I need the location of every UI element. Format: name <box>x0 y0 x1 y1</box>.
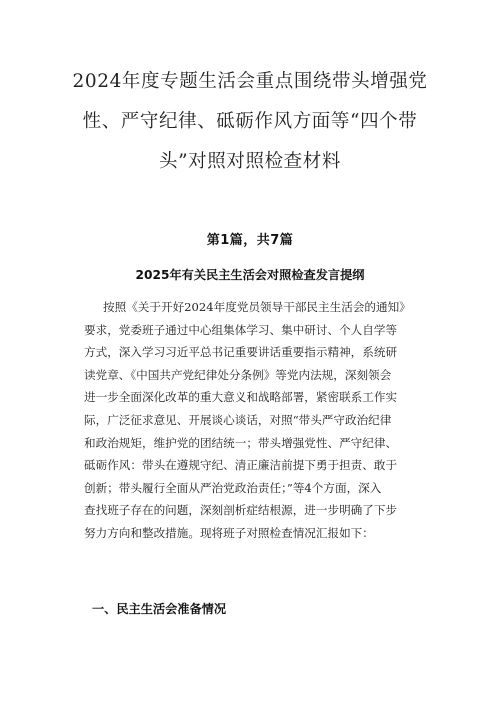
paragraph-line: 按照《关于开好2024年度党员领导干部民主生活会的通知》 <box>103 300 411 314</box>
document-title-line: 头”对照对照检查材料 <box>159 151 341 172</box>
document-title-line: 2024年度专题生活会重点围绕带头增强党 <box>72 71 428 92</box>
paragraph-line: 努力方向和整改措施。现将班子对照检查情况汇报如下： <box>84 525 374 540</box>
paragraph-line: 方式，深入学习习近平总书记重要讲话重要指示精神，系统研 <box>84 345 398 360</box>
document-title <box>60 62 440 182</box>
document-title-line: 性、严守纪律、砥砺作风方面等“四个带 <box>82 111 418 132</box>
paragraph-line: 读党章、《中国共产党纪律处分条例》等党内法规，深刻领会 <box>84 367 392 382</box>
part-label: 第1篇，共7篇 <box>206 233 294 248</box>
paragraph-line: 和政治规矩，维护党的团结统一；带头增强党性、严守纪律、 <box>84 435 398 450</box>
paragraph-line: 际，广泛征求意见、开展谈心谈话，对照“带头严守政治纪律 <box>84 412 392 427</box>
body-paragraph <box>84 296 411 545</box>
document-subtitle: 2025年有关民主生活会对照检查发言提纲 <box>135 268 365 282</box>
paragraph-line: 查找班子存在的问题，深刻剖析症结根源，进一步明确了下步 <box>84 503 398 518</box>
paragraph-line: 创新；带头履行全面从严治党政治责任；”等4个方面，深入 <box>84 480 382 495</box>
section-heading: 一、民主生活会准备情况 <box>92 602 227 616</box>
paragraph-line: 进一步全面深化改革的重大意义和战略部署，紧密联系工作实 <box>84 390 398 405</box>
paragraph-line: 砥砺作风：带头在遵规守纪、清正廉洁前提下勇于担责、敢于 <box>84 458 398 473</box>
paragraph-line: 要求，党委班子通过中心组集体学习、集中研讨、个人自学等 <box>84 322 398 337</box>
